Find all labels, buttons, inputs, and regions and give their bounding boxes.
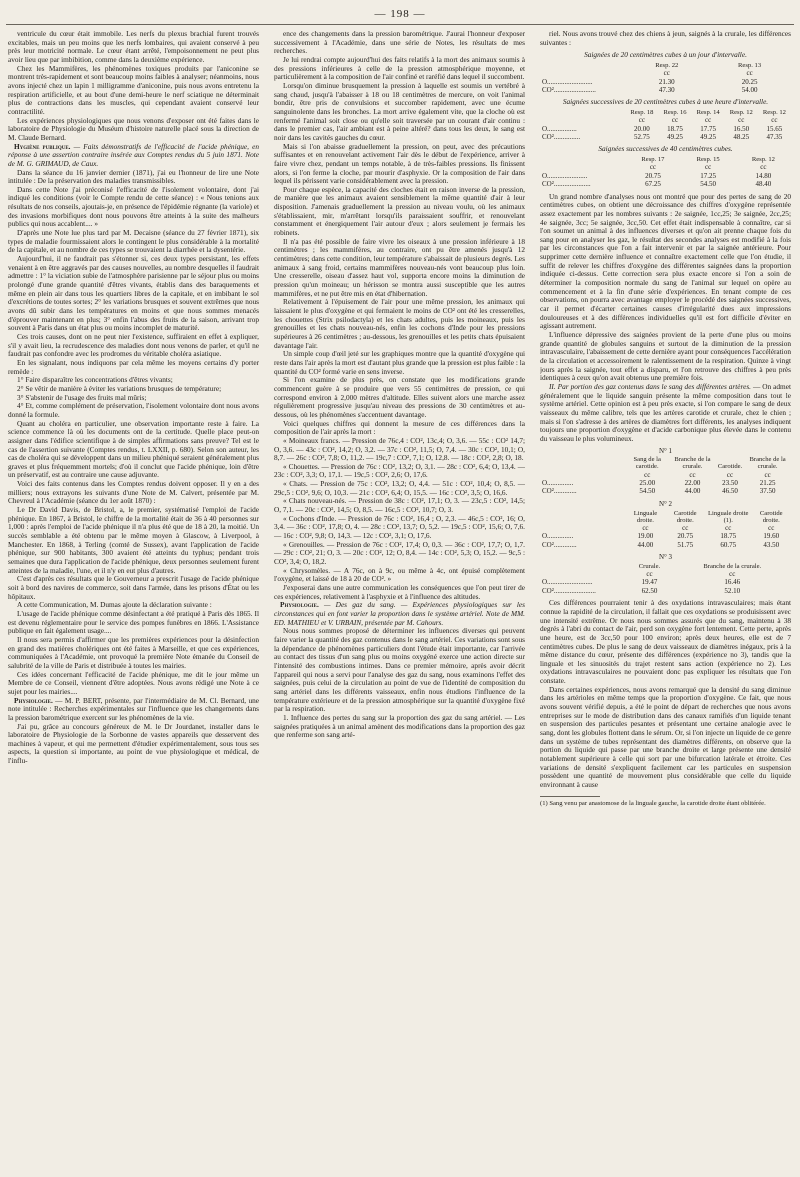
paragraph: ence des changements dans la pression barométrique. J'aurai l'honneur d'exposer successivement à l'Académie, dans une série de Notes, les résultats de mes recherches. — [274, 30, 525, 56]
paragraph: Un simple coup d'œil jeté sur les graphiques montre que la quantité d'oxygène qui reste dans l'air après la mort est d'autant plus grande que la pression est plus faible : la quantité du CO² formé varie en sens inverse. — [274, 349, 525, 376]
paragraph: Si l'on examine de plus près, on constate que les modifications grande commencent guère à se produire que vers 55 centimètres de pression, ce qui correspond environ à 2,000 mètres d'altitude. Elles suivent alors une marche assez régulièrement progressive jusqu'au niveau des pressions de 30 centimètres et au-dessous, où les phénomènes s'accentuent davantage. — [274, 375, 525, 419]
paragraph: Dans la séance du 16 janvier dernier (1871), j'ai eu l'honneur de lire une Note intitulée : De la préservation des maladies transmissibles. — [8, 167, 259, 186]
table-row: O.......................... 21.30 20.25 — [542, 77, 758, 86]
experiment-number: N° 2 — [658, 499, 673, 508]
footnote-rule — [540, 796, 600, 797]
paragraph: Je lui rendrai compte aujourd'hui des faits relatifs à la mort des animaux soumis à des pressions inférieures à celle de la pression atmosphérique moyenne, et particulièrement à la composition de l'air confiné et raréfié dans lequel il succombent. — [274, 54, 525, 82]
table-caption: Saignées successives de 40 centimètres cubes. — [598, 144, 733, 154]
experiment-number: N° 3 — [658, 553, 673, 562]
list-item: 4° Et, comme complément de préservation, l'isolement volontaire dont nous avons donné la formule. — [8, 401, 259, 419]
paragraph: II. Par portion des gaz contenus dans le sang des différentes artères. — On admet généralement que le liquide sanguin présente la même composition dans tout le système artériel. Cette opinion est à peu près exacte, si l'on compare le sang de deux vaisseaux du même calibre, tels que les artères carotide et crurale, chez le chien ; mais si l'on s'adresse à des artères de diamètres fort différents, les analyses indiquent toujours une proportion d'oxygène et d'acide carbonique plus élevée dans le contenu du vaisseau le plus volumineux. — [540, 381, 791, 443]
paragraph: Quant au choléra en particulier, une observation importante reste à faire. La science commence là où les documents ont de la certitude. Quelle place peut-on assigner dans l'édifice scientifique à de simples affirmations sans preuve? Tel est le cas de l'assertion suivante (Comptes rendus, t. LXXII, p. 680). Selon son auteur, les cas de choléra qui se développent dans un milieu phéniqué seraient généralement plus graves et plus fréquemment mortels; d'où il conclut que l'acide phénique, loin d'être un préservatif, est au contraire une cause adjuvante. — [8, 418, 259, 480]
experiment-number: N° 1 — [658, 446, 673, 455]
paragraph: 1. Influence des pertes du sang sur la proportion des gaz du sang artériel. — Les saignées pratiquées à un animal amènent des modifications dans la proportion des gaz que renferme son sang arté- — [274, 712, 525, 740]
table-unit: cc — [663, 69, 670, 78]
paragraph: Voici quelques chiffres qui donnent la mesure de ces différences dans la composition de l'air après la mort : — [274, 418, 525, 437]
data-paragraph: « Grenouilles. — Pression de 76c : CO², 17,4; O, 0,3. — 36c : CO², 17,7; O, 1,7. — 29c : CO², 21; O, 3. — 20c : CO², 12; O, 8,4. — 14c : CO², 5,3; O, 15,2. — 9c,5 : CO², 3,4; O, 18,2. — [274, 539, 525, 567]
paragraph: ventricule du cœur était immobile. Les nerfs du plexus brachial furent trouvés excitables, mais un peu moins que les nerfs lombaires, qui avaient conservé à peu près leur motricité normale. Le cœur étant arrêté, l'empoisonnement ne peut plus avoir lieu que par imbibition, comme dans la deuxième expérience. — [8, 30, 259, 64]
data-table: Resp. 18 Resp. 16 Resp. 14 Resp. 12 Resp. 12 cc cc cc cc cc O................. 20.00 18.75 17.75 16.50 15.65 CO²............... 52.75 49.25 49.25 48.25 47.35 — [540, 109, 791, 141]
data-paragraph: « Chrysomèles. — A 76c, on à 9c, ou même à 4c, ont épuisé complètement l'oxygène, et laissé de 18 à 20 de CO². » — [274, 565, 525, 584]
column-3 — [540, 30, 791, 1170]
table-row: CO²........................ 62.50 52.10 — [542, 586, 741, 595]
paragraph: Nous nous sommes proposé de déterminer les influences diverses qui peuvent faire varier la quantité des gaz contenus dans le sang artériel. Ces variations sont sous la dépendance de phénomènes particuliers dont l'étude était importante, car l'arrivée au contact des tissus d'un sang plus ou moins oxygéné exerce une action directe sur l'intensité des combustions intimes. Dans ce premier mémoire, après avoir décrit l'appareil qui nous a servi pour l'analyse des gaz du sang, nous examinons l'effet des saignées, puis celui de la circulation au point de vue de l'identité de composition du sang artériel dans les différents vaisseaux, enfin nous étudions l'influence de la température extérieure et de la pression atmosphérique sur la quantité d'oxygène fixé par la respiration. — [274, 626, 525, 714]
table-row: O............... 25.00 22.00 23.50 21.25 — [542, 479, 776, 488]
paragraph: Ces idées concernant l'efficacité de l'acide phénique, me dit le jour même un Membre de ce Conseil, viennent d'être adoptées. Nous avons rédigé une Note à ce sujet pour les mairies.... — [8, 669, 259, 696]
paragraph: Le Dr David Davis, de Bristol, a, le premier, systématisé l'emploi de l'acide phénique. En 1867, à Bristol, le chiffre de la mortalité était de 36 à 40 personnes sur 1,000 : après l'emploi de l'acide phénique il n'a plus été que de 18 à 20, la moitié. Un succès semblable a été obtenu par le même moyen à Glascow, à Liverpool, à Manchester. En 1868, à Terling (comté de Sussex), avant l'application de l'acide phénique, sur 900 habitants, 300 avaient été atteints du typhus; pendant trois semaines que dura l'application de l'acide phénique, deux personnes seulement furent atteintes de la maladie, l'une, et il n'y en eut plus d'autres. — [8, 505, 259, 575]
list-item: 1° Faire disparaître les concentrations d'êtres vivants; — [17, 375, 173, 385]
section-heading-physiologie — [8, 697, 259, 723]
paragraph: A cette Communication, M. Dumas ajoute la déclaration suivante : — [17, 600, 212, 610]
table-caption: Saignées successives de 20 centimètres cubes à une heure d'intervalle. — [562, 97, 769, 107]
page-number: — 198 — — [374, 8, 426, 20]
data-table: Linguale droite. Carotide droite. Linguale droite (1). Carotide droite. cc cc cc cc O............... 19.00 20.75 18.75 19.60 CO²............. 44.00 51.75 60.75 43.50 — [540, 510, 791, 550]
table-row: O............... 19.00 20.75 18.75 19.60 — [542, 532, 780, 541]
list-item: 3° S'abstenir de l'usage des fruits mal mûris; — [17, 392, 147, 402]
header-rule — [6, 24, 794, 25]
paragraph: Ces trois causes, dont on ne peut nier l'existence, suffiraient en effet à expliquer, s'il y avait lieu, la recrudescence des maladies dont nous venons de parler, et qu'il ne faudrait pas confondre avec les prodromes du véritable choléra asiatique. — [8, 331, 259, 359]
footnote: (1) Sang venu par anastomose de la linguale gauche, la carotide droite étant oblitérée. — [540, 799, 766, 807]
paragraph: C'est d'après ces résultats que le Gouverneur a prescrit l'usage de l'acide phénique soit à bord des navires de commerce, soit dans l'armée, dans les prisons d'État ou les hôpitaux. — [8, 574, 259, 601]
data-paragraph: « Chouettes. — Pression de 76c : CO², 13,2; O, 3,1. — 28c : CO², 6,4; O, 13,4. — 23c : CO², 3,3; O, 17,1. — 19c,5 : CO², 2,6; O, 17,6. — [274, 461, 525, 480]
paragraph: riel. Nous avons trouvé chez des chiens à jeun, saignés à la crurale, les différences suivantes : — [540, 30, 791, 47]
paragraph: Pour chaque espèce, la capacité des cloches était en raison inverse de la pression, de manière que les animaux avaient sensiblement la même quantité d'air à leur disposition. J'amenais graduellement la pression au niveau voulu, où les animaux s'établissaient, mir, m'arrêtant lorsqu'ils paraissaient souffrir, et renouvelant constamment et énergiquement l'air autour d'eux ; alors seulement je fermais les robinets. — [274, 184, 525, 238]
paragraph: Mais si l'on abaisse graduellement la pression, on peut, avec des précautions suffisantes et en renouvelant activement l'air dès le début de l'expérience, arriver à faire vivre chez, pendant un temps notable, à de très-faibles pressions. Ils finissent alors, si l'on ferme la cloche, par mourir d'asphyxie. Or la composition de l'air dans lequel ils périssent varie considérablement avec la pression. — [274, 141, 525, 186]
section-lead: Physiologie. — [280, 600, 319, 610]
section-title: — Faits démonstratifs de l'efficacité de l'acide phénique, en réponse à une assertion contraire insérée aux Comptes rendus du 5 juin 1871. Note de M. G. GRIMAUD, de Caux. — [8, 141, 259, 168]
table-row: CO²............. 44.00 51.75 60.75 43.50 — [542, 540, 780, 549]
data-paragraph: « Chats nouveau-nés. — Pression de 38c : CO², 17,1; O, 3. — 23c,5 : CO², 14,5; O, 7,1. — 20c : CO², 14,5; O, 8,5. — 16c,5 : CO², 10,7; O, 3. — [274, 496, 525, 515]
paragraph: Relativement à l'épuisement de l'air pour une même pression, les animaux qui laissaient le plus d'oxygène et qui fermaient le moins de CO² ont été les cresserelles, les chouettes (Strix psilodactyla) et les chats adultes, puis les moineaux, puis les grenouilles et les chats nouveau-nés, enfin les cochons d'Inde pour les pressions supérieures à 26 centimètres ; au-dessous, les grenouilles et les petits chats épuisaient davantage l'air. — [274, 297, 525, 350]
table-row: CO²............... 52.75 49.25 49.25 48.25 47.35 — [542, 133, 783, 142]
table-row: O.......................... 19.47 16.46 — [542, 578, 741, 587]
paragraph: L'influence dépressive des saignées provient de la perte d'une plus ou moins grande quantité de globules sanguins et surtout de la diminution de la pression intravasculaire, l'abaissement de cette dernière ayant pour conséquences l'accélération de la circulation et accessoirement le ralentissement de la respiration. Quinze à vingt jours après la saignée, tout effet a disparu, et l'on retrouve des chiffres à peu près identiques à ceux qu'on avait obtenus une première fois. — [540, 330, 791, 383]
paragraph: Dans cette Note j'ai préconisé l'efficacité de l'isolement volontaire, dont j'ai indiqué les conditions (voir le Compte rendu de cette séance) : « Nous tenions aux résultats de nos conseils, ajoutais-je, en présence de l'épidémie régnante (la variole) et des invasions morbifiques dont nous pouvons être atteints à la suite des malheurs publics qui nous accablent.... » — [8, 184, 259, 229]
column-1 — [8, 30, 259, 1170]
data-table: Crurale. Branche de la crurale. cc cc O.......................... 19.47 16.46 CO²........................ 62.50 52.10 — [540, 563, 791, 595]
table-row: O....................... 20.75 17.25 14.80 — [542, 171, 772, 180]
paragraph: Il nous sera permis d'affirmer que les premières expériences pour la désinfection en grand des matières cholériques ont été faites à Marseille, et que ces expériences, communiquées à l'Académie, ont provoqué la première Note émanée du Conseil de salubrité de la ville de Paris et distribuée à toutes les mairies. — [8, 634, 259, 670]
section-heading-hygiene — [8, 143, 259, 169]
section-title: — M. P. BERT, présente, par l'intermédiaire de M. Cl. Bernard, une note intitulée : Recherches expérimentales sur l'influence que les changements dans la pression barométrique exercent sur les phénomènes de la vie. — [8, 695, 259, 722]
section-title: — Des gaz du sang. — Expériences physiologiques sur les circonstances qui en font varier la proportion dans le système artériel. Note de MM. ED. MATHIEU et V. URBAIN, présentée par M. Cahours. — [274, 600, 525, 627]
table-unit: cc — [746, 69, 753, 78]
table-row: CO²........................ 47.30 54.00 — [542, 85, 758, 94]
paragraph: Ces différences pourraient tenir à des oxydations intravasculaires; mais étant connue la rapidité de la circulation, il fallait que ces oxydations se produisissent avec une intensité extrême. Or nous nous sommes assurés que du sang, maintenu à 38 degrés à l'abri du contact de l'air, perd son oxygène fort lentement. Cette perte, après une heure, est de 3cc,50 pour 100 environ; après deux heures, elle est de 7 centimètres cubes. De plus le sang de deux vaisseaux de diamètres inégaux, pris à la même distance du cœur, présente des différences (expérience no 3), tandis que la linguale et les sinuosités du trajet restent sans action (expérience no 2). Les oxydations intravasculaires ne pouvaient donc pas expliquer les résultats que l'on constate. — [540, 598, 791, 686]
paragraph: Chez les Mammifères, les phénomènes toxiques produits par l'aniconine se montrent très-rapidement et sont beaucoup moins faibles à analyser; néanmoins, nous avons injecté chez un lapin 1 milligramme d'aniconine, puis nous avons entretenu la respiration artificielle, et au bout d'une demi-heure le nerf sciatique ne déterminait plus de contractions dans les muscles, qui cependant avaient conservé leur contractilité. — [8, 63, 259, 116]
table-header: Resp. 13 — [738, 61, 762, 69]
paragraph: L'usage de l'acide phénique comme désinfectant a été pratiqué à Paris dès 1865. Il est devenu réglementaire pour le service des pompes funèbres en 1866. L'Assistance publique en fait également usage.... — [8, 608, 259, 636]
subsection-title: II. Par portion des gaz contenus dans le sang des différentes artères. — [549, 381, 751, 391]
paragraph: Un grand nombre d'analyses nous ont montré que pour des pertes de sang de 20 centimètres cubes, on obtient une décroissance des chiffres d'oxygène représentée assez exactement par les nombres suivants : 2e saignée, 1cc,25; 3e saignée, 2cc,25; 4e saignée, 3cc; 5e saignée, 3cc,50. Cet effet était indispensable à connaître, car si l'on soumet un animal à des influences diverses et qu'on ait prenne chaque fois du sang pour en analyser les gaz, le résultat des secondes analyses est modifié à la fois par les circonstances que l'on a fait intervenir et par la saignée antérieure. Pour supprimer cette dernière influence et connaître exactement celle que l'on étudie, il suffit de relever les chiffres d'oxygène des différentes saignées dans la proportion indiquée ci-dessus. Cette correction sera plus exacte encore si l'on a soin de déterminer la composition normale du sang de l'animal sur lequel on opère au commencement et à la fin d'une série d'expériences. En tenant compte de ces observations, on pourra avec avantage employer le procédé des saignées successives, car il permet d'écarter certaines causes d'irrégularité dues aux impressions douloureuses et à des différences individuelles qu'il est fort difficile d'éviter en agissant autrement. — [540, 191, 791, 331]
list-item: 2° Se vêtir de manière à éviter les variations brusques de température; — [17, 383, 222, 393]
table-header: Resp. 22 — [655, 61, 679, 69]
paragraph: Dans certaines expériences, nous avons remarqué que la densité du sang diminue dans les artérioles en même temps que la proportion d'oxygène. Ce fait, que nous avons souvent vérifié depuis, a été le point de départ de recherches que nous avons entreprises sur le mode de distribution dans des canaux ramifiés d'un liquide tenant en suspension des particules pesantes et présentant une certaine analogie avec le sang, dont les globules flottent dans le sérum. Or, si l'on injecte un liquide de ce genre dans un système de tubes représentant des diamètres différents, on observe que la portion du liquide qui passe par une branche droite et large présente une densité notablement supérieure à celle qui sort par une bifurcation latérale et étroite. Ces variations de densité s'expliquent facilement car les particules en suspension possèdent une quantité de mouvement plus considérable que celle du liquide environnant à cause — [540, 684, 791, 789]
table-caption: Saignées de 20 centimètres cubes à un jour d'intervalle. — [584, 50, 747, 60]
data-paragraph: « Moineaux francs. — Pression de 76c,4 : CO², 13c,4; O, 3,6. — 55c : CO² 14,7; O, 3,6. — 43c : CO², 14,2; O, 3,2. — 37c : CO², 11,5; O, 7,4. — 30c : CO², 10,1; O, 8,7. — 26c : CO², 7,8; O, 11,2. — 19c,7 : CO², 7,1; O, 12,8. — 18c : CO², 2,8; O, 18. — [274, 435, 525, 463]
paragraph: Lorsqu'on diminue brusquement la pression à laquelle est soumis un vertébré à sang chaud, jusqu'à l'abaisser à 18 ou 18 centimètres de mercure, on voit l'animal bondir, être pris de convulsions et succomber rapidement, avec une écume sanguinolente dans les bronches. La mort arrive également vite, que la cloche où est renfermé l'animal soit close ou qu'elle soit traversée par un courant d'air continu : dans le premier cas, l'air ambiant est à peine altéré? dans tous les deux, le sang est noir dans les cavités gauches du cœur. — [274, 80, 525, 142]
data-table: Resp. 17 Resp. 15 Resp. 12 cc cc cc O....................... 20.75 17.25 14.80 CO²..................... 67.25 54.50 48.40 — [540, 156, 791, 188]
paragraph: J'ai pu, grâce au concours généreux de M. le Dr Jourdanet, installer dans le laboratoire de Physiologie de la Sorbonne de vastes appareils que desservent des machines à vapeur, et qui me permettent d'étudier expérimentalement, sous tous ses aspects, la question si importante, au point de vue physiologique et médical, de l'influ- — [8, 721, 259, 766]
paragraph: Aujourd'hui, il ne faudrait pas s'étonner si, ces deux types persistant, les effets venaient à en être aggravés par des causes nouvelles, au nombre desquelles il faudrait admettre : 1° la viciation subie de l'atmosphère parisienne par le séjour plus ou moins prolongé d'une grande quantité d'êtres vivants, établis dans des baraquements et même en plein air dans tous les quartiers libres de la capitale, et en imbibant le sol d'excrétions de toutes sortes; 2° les variations brusques et souvent extrêmes que nous avons dû subir dans les températures en moins et que nous sommes menacés d'éprouver maintenant en plus; 3° enfin l'abus des fruits de la saison, arrivant trop souvent à Paris dans un état plus ou moins incomplet de maturité. — [8, 254, 259, 333]
paragraph: Voici des faits contenus dans les Comptes rendus doivent opposer. Il y en a des milliers; nous extrayons les suivants d'une Note de M. Calvert, présentée par M. Chevreul à l'Académie (séance du 1er août 1870) : — [8, 479, 259, 506]
paragraph: En les signalant, nous indiquons par cela même les moyens certains d'y porter remède : — [8, 357, 259, 376]
table-row: O................. 20.00 18.75 17.75 16.50 15.65 — [542, 124, 783, 133]
data-paragraph: « Chats. — Pression de 75c : CO², 13,2; O, 4,4. — 51c : CO², 10,4; O, 8,5. — 29c,5 : CO², 9,6; O, 10,3. — 21c : CO², 6,4; O, 15,5. — 16c : CO², 3,5; O, 16,6. — [274, 479, 525, 497]
data-table: Sang de la carotide. Branche de la crurale. Carotide. Branche de la crurale. cc cc cc cc O............... 25.00 22.00 23.50 21.25 CO²............. 54.50 44.00 46.50 37.50 — [540, 456, 791, 496]
table-row: CO²..................... 67.25 54.50 48.40 — [542, 180, 772, 189]
paragraph: D'après une Note lue plus tard par M. Decaisne (séance du 27 février 1871), six types de maladie fourmissaient alors le contingent le plus considérable à la mortalité de la capitale, et au nombre de ces types se trouvaient la diarrhée et la dysentérie. — [8, 228, 259, 255]
table-row: CO²............. 54.50 44.00 46.50 37.50 — [542, 487, 776, 496]
paragraph: Il n'a pas été possible de faire vivre les oiseaux à une pression inférieure à 18 centimètres ; les mammifères, au contraire, ont pu être amenés jusqu'à 12 centimètres; dans cette condition, leur température s'abaissait de plusieurs degrés. Les animaux à sang froid, certains mammifères nouveau-nés vont beaucoup plus loin. Une cresserelle, oiseau d'assez haut vol, supporta encore moins la diminution de pression qu'un moineau; un hérisson se montra aussi susceptible que les autres mammifères, et ne put être mis en état d'hibernation. — [274, 236, 525, 298]
section-heading-gaz-du-sang — [274, 601, 525, 627]
column-2 — [274, 30, 525, 1170]
data-paragraph: « Cochons d'Inde. — Pression de 76c : CO², 16,4 ; O, 2,3. — 46c,5 : CO², 16; O, 3,4. — 36c : CO², 17,8; O, 4. — 28c : CO², 13,7; O, 5,2. — 19c,5 : CO², 15,6; O, 7,6. — 16c : CO², 9,8; O, 14,3. — 12c : CO², 3,1; O, 17,6. — [274, 513, 525, 541]
paragraph: J'exposerai dans une autre communication les conséquences que l'on peut tirer de ces expériences, relativement à l'asphyxie et à l'influence des altitudes. — [274, 583, 525, 601]
section-lead: Physiologie. — [14, 695, 53, 705]
section-lead: Hygiène publique. — [14, 141, 71, 151]
data-table — [540, 62, 791, 94]
paragraph: Les expériences physiologiques que nous venons d'exposer ont été faites dans le laboratoire de Physiologie du Muséum d'histoire naturelle placé sous la direction de M. Claude Bernard. — [8, 115, 259, 142]
